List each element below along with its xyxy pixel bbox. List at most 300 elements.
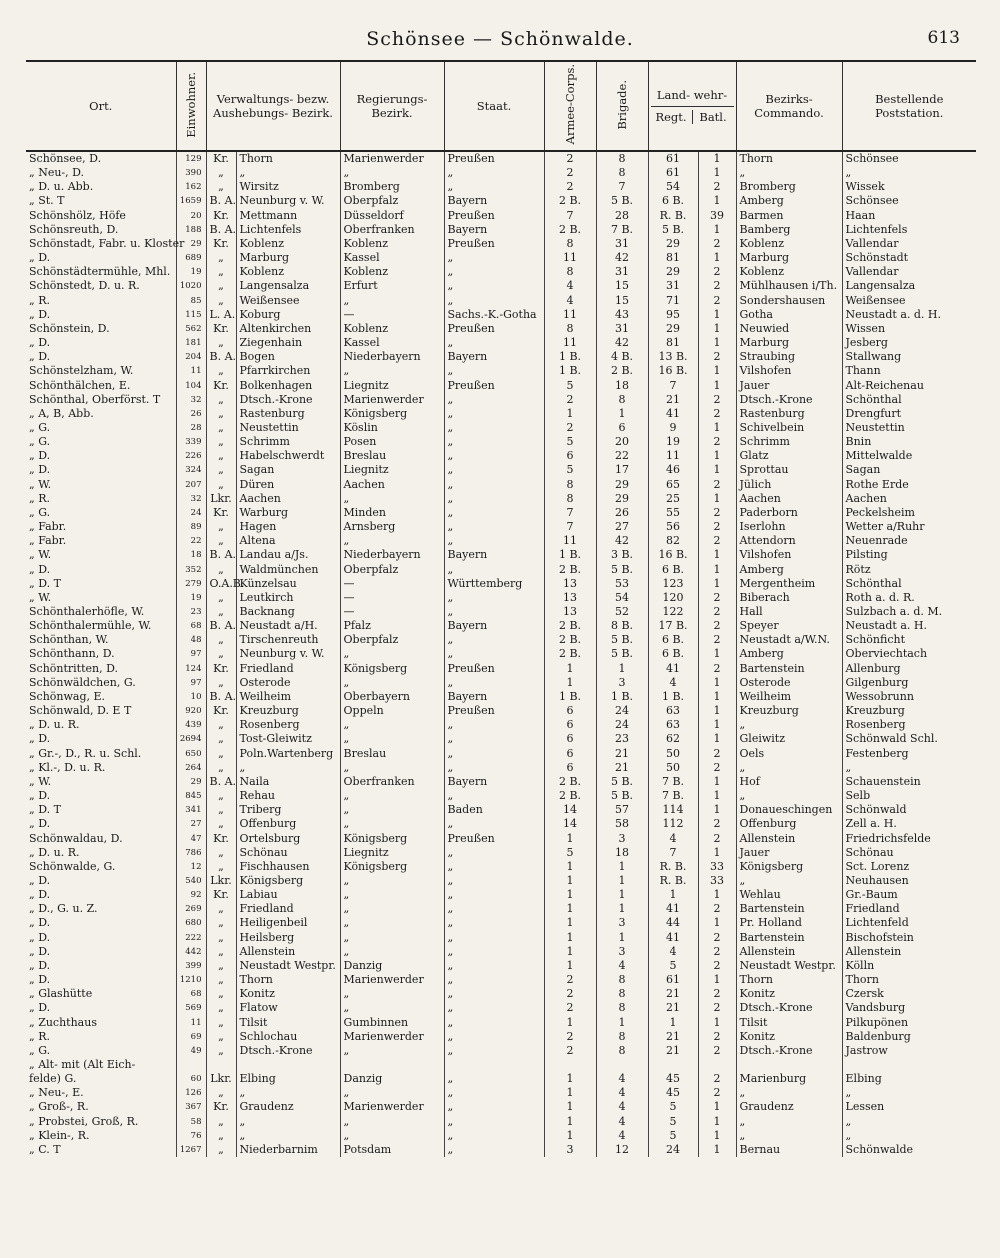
cell-bezirks: Bartenstein: [736, 662, 842, 676]
cell-staat: „: [444, 789, 544, 803]
cell-regierung: Niederbayern: [340, 548, 444, 562]
cell-bezirks: Jülich: [736, 478, 842, 492]
cell-verwaltung: Neunburg v. W.: [236, 194, 340, 208]
cell-amt: „: [206, 265, 236, 279]
cell-regierung: „: [340, 1086, 444, 1100]
cell-armee: 1: [544, 888, 596, 902]
cell-verwaltung: Tirschenreuth: [236, 633, 340, 647]
cell-ort: Schönstein, D.: [29, 321, 110, 335]
cell-armee: 1: [544, 1072, 596, 1086]
cell-staat: „: [444, 364, 544, 378]
cell-bezirks: „: [736, 874, 842, 888]
cell-bezirks: Neustadt Westpr.: [736, 959, 842, 973]
table-row: [26, 619, 976, 633]
cell-verwaltung: Flatow: [236, 1001, 340, 1015]
cell-amt: Kr.: [206, 888, 236, 902]
cell-ort: Schönwag, E.: [29, 689, 106, 703]
cell-einwohner: 104: [176, 379, 206, 393]
cell-regierung: Königsberg: [340, 662, 444, 676]
cell-bezirks: Pr. Holland: [736, 916, 842, 930]
cell-einwohner: 1210: [176, 973, 206, 987]
cell-regierung: Potsdam: [340, 1143, 444, 1157]
table-row: [26, 548, 976, 562]
cell-post: Schönthal: [842, 577, 976, 591]
cell-post: Aachen: [842, 492, 976, 506]
cell-einwohner: 85: [176, 294, 206, 308]
cell-einwohner: 11: [176, 364, 206, 378]
cell-ort: „ R.: [29, 293, 50, 307]
cell-bezirks: Attendorn: [736, 534, 842, 548]
table-row: [26, 605, 976, 619]
cell-brigade: 3: [596, 676, 648, 690]
cell-bezirks: Neuwied: [736, 322, 842, 336]
cell-regierung: Kassel: [340, 251, 444, 265]
cell-ort: Schönthalerhöfle, W.: [29, 605, 145, 618]
cell-einwohner: 680: [176, 916, 206, 930]
table-row: [26, 463, 976, 477]
cell-regt: 5: [648, 1129, 698, 1143]
cell-armee: 11: [544, 251, 596, 265]
cell-batl: 2: [698, 350, 736, 364]
cell-armee: 1: [544, 945, 596, 959]
cell-einwohner: 1020: [176, 279, 206, 293]
cell-post: Vallendar: [842, 265, 976, 279]
cell-armee: 1 B.: [544, 548, 596, 562]
cell-armee: 2 B.: [544, 633, 596, 647]
cell-ort: Schönsreuth, D.: [29, 222, 119, 236]
cell-ort: „ A, B, Abb.: [29, 406, 94, 420]
cell-brigade: 3: [596, 832, 648, 846]
cell-verwaltung: Weilheim: [236, 690, 340, 704]
cell-staat: „: [444, 747, 544, 761]
cell-armee: 6: [544, 704, 596, 718]
cell-staat: „: [444, 860, 544, 874]
cell-batl: 2: [698, 633, 736, 647]
cell-regt: 29: [648, 265, 698, 279]
cell-staat: Bayern: [444, 350, 544, 364]
cell-einwohner: 23: [176, 605, 206, 619]
cell-amt: „: [206, 902, 236, 916]
cell-brigade: 28: [596, 209, 648, 223]
cell-ort: „ D. u. R.: [29, 845, 80, 859]
cell-verwaltung: Wirsitz: [236, 180, 340, 194]
cell-regt: 41: [648, 931, 698, 945]
cell-ort: „ R.: [29, 1029, 50, 1043]
cell-verwaltung: Hagen: [236, 520, 340, 534]
table-row: [26, 265, 976, 279]
cell-regierung: „: [340, 676, 444, 690]
table-row: [26, 775, 976, 789]
cell-amt: B. A.: [206, 548, 236, 562]
table-row: [26, 874, 976, 888]
cell-ort: „ D. T: [29, 576, 61, 590]
cell-brigade: 21: [596, 761, 648, 775]
cell-brigade: 18: [596, 379, 648, 393]
cell-batl: 1: [698, 647, 736, 661]
cell-regt: 44: [648, 916, 698, 930]
cell-armee: 2: [544, 1030, 596, 1044]
table-row: [26, 421, 976, 435]
cell-amt: „: [206, 180, 236, 194]
cell-brigade: 4: [596, 1072, 648, 1086]
cell-armee: 2 B.: [544, 647, 596, 661]
cell-post: Rosenberg: [842, 718, 976, 732]
cell-bezirks: Barmen: [736, 209, 842, 223]
table-row: [26, 407, 976, 421]
cell-batl: 1: [698, 846, 736, 860]
cell-einwohner: 29: [176, 237, 206, 251]
cell-bezirks: [736, 1058, 842, 1072]
cell-regierung: „: [340, 718, 444, 732]
cell-staat: „: [444, 888, 544, 902]
cell-ort: Schönthal, Oberförst. T: [29, 392, 161, 406]
cell-verwaltung: Thorn: [236, 973, 340, 987]
cell-regierung: „: [340, 294, 444, 308]
cell-regierung: Oberfranken: [340, 775, 444, 789]
cell-ort: Schönsee, D.: [29, 152, 102, 165]
cell-post: Festenberg: [842, 747, 976, 761]
cell-einwohner: 786: [176, 846, 206, 860]
cell-brigade: 29: [596, 478, 648, 492]
cell-brigade: 31: [596, 265, 648, 279]
cell-einwohner: 27: [176, 817, 206, 831]
col-verwaltung: Verwaltungs- bezw. Aushebungs- Bezirk.: [206, 62, 340, 151]
cell-staat: Preußen: [444, 209, 544, 223]
cell-batl: 1: [698, 548, 736, 562]
cell-amt: Kr.: [206, 209, 236, 223]
cell-regt: R. B.: [648, 874, 698, 888]
cell-armee: 2 B.: [544, 563, 596, 577]
cell-batl: 2: [698, 1072, 736, 1086]
cell-post: Vandsburg: [842, 1001, 976, 1015]
cell-brigade: 4 B.: [596, 350, 648, 364]
cell-batl: 2: [698, 817, 736, 831]
cell-brigade: 23: [596, 732, 648, 746]
cell-bezirks: Dtsch.-Krone: [736, 1001, 842, 1015]
cell-batl: 1: [698, 449, 736, 463]
cell-staat: „: [444, 1115, 544, 1129]
col-armee: Armee-Corps.: [563, 64, 578, 145]
table-row: [26, 563, 976, 577]
table-row: [26, 223, 976, 237]
cell-staat: „: [444, 393, 544, 407]
cell-bezirks: „: [736, 761, 842, 775]
cell-batl: 2: [698, 294, 736, 308]
col-batl: Batl.: [692, 110, 734, 124]
cell-regierung: Oppeln: [340, 704, 444, 718]
cell-verwaltung: „: [236, 761, 340, 775]
cell-amt: Lkr.: [206, 874, 236, 888]
cell-brigade: 24: [596, 718, 648, 732]
cell-bezirks: „: [736, 166, 842, 180]
cell-regt: 16 B.: [648, 364, 698, 378]
cell-einwohner: 68: [176, 987, 206, 1001]
cell-staat: „: [444, 1129, 544, 1143]
cell-regierung: Marienwerder: [340, 393, 444, 407]
cell-regierung: „: [340, 166, 444, 180]
cell-armee: 1: [544, 874, 596, 888]
cell-regierung: „: [340, 916, 444, 930]
cell-regierung: „: [340, 931, 444, 945]
cell-einwohner: 540: [176, 874, 206, 888]
cell-armee: 11: [544, 336, 596, 350]
cell-armee: 2: [544, 180, 596, 194]
cell-verwaltung: Heilsberg: [236, 931, 340, 945]
table-row: [26, 520, 976, 534]
cell-batl: 2: [698, 393, 736, 407]
cell-batl: 1: [698, 223, 736, 237]
cell-regt: R. B.: [648, 860, 698, 874]
cell-post: Zell a. H.: [842, 817, 976, 831]
cell-regierung: „: [340, 1115, 444, 1129]
cell-regierung: Liegnitz: [340, 846, 444, 860]
cell-regt: 61: [648, 166, 698, 180]
cell-armee: 6: [544, 732, 596, 746]
cell-batl: 2: [698, 237, 736, 251]
cell-regt: 5: [648, 1115, 698, 1129]
cell-regierung: Königsberg: [340, 407, 444, 421]
cell-regt: 21: [648, 1030, 698, 1044]
cell-regt: 120: [648, 591, 698, 605]
cell-regierung: „: [340, 803, 444, 817]
cell-post: Bnin: [842, 435, 976, 449]
table-row: [26, 251, 976, 265]
cell-bezirks: „: [736, 789, 842, 803]
cell-verwaltung: Königsberg: [236, 874, 340, 888]
cell-brigade: 42: [596, 534, 648, 548]
col-ort: Ort.: [26, 62, 176, 151]
cell-amt: Kr.: [206, 506, 236, 520]
cell-regierung: Posen: [340, 435, 444, 449]
cell-verwaltung: Schrimm: [236, 435, 340, 449]
cell-regt: 45: [648, 1086, 698, 1100]
cell-batl: 2: [698, 832, 736, 846]
cell-bezirks: Biberach: [736, 591, 842, 605]
cell-regierung: „: [340, 647, 444, 661]
table-row: [26, 846, 976, 860]
cell-ort: Schönthann, D.: [29, 647, 115, 661]
cell-verwaltung: Friedland: [236, 902, 340, 916]
table-row: [26, 180, 976, 194]
cell-brigade: 17: [596, 463, 648, 477]
cell-batl: 2: [698, 1044, 736, 1058]
cell-verwaltung: Fischhausen: [236, 860, 340, 874]
cell-armee: 2 B.: [544, 775, 596, 789]
cell-ort: Schönstelzham, W.: [29, 364, 134, 378]
table-row: [26, 1143, 976, 1157]
cell-batl: 2: [698, 931, 736, 945]
cell-ort: „ D. u. R.: [29, 718, 80, 732]
cell-bezirks: Osterode: [736, 676, 842, 690]
cell-bezirks: Offenburg: [736, 817, 842, 831]
cell-post: Roth a. d. R.: [842, 591, 976, 605]
cell-verwaltung: Rosenberg: [236, 718, 340, 732]
cell-verwaltung: Triberg: [236, 803, 340, 817]
cell-ort: „ Gr.-, D., R. u. Schl.: [29, 746, 142, 760]
cell-regt: 21: [648, 393, 698, 407]
cell-batl: 2: [698, 478, 736, 492]
cell-verwaltung: Schlochau: [236, 1030, 340, 1044]
cell-ort: Schönshölz, Höfe: [29, 208, 126, 222]
cell-amt: Kr.: [206, 322, 236, 336]
cell-batl: 2: [698, 747, 736, 761]
cell-brigade: 7: [596, 180, 648, 194]
table-body: [26, 151, 976, 1157]
cell-amt: „: [206, 294, 236, 308]
cell-regt: 6 B.: [648, 194, 698, 208]
cell-bezirks: Marienburg: [736, 1072, 842, 1086]
cell-amt: „: [206, 1143, 236, 1157]
cell-brigade: 22: [596, 449, 648, 463]
cell-amt: „: [206, 364, 236, 378]
cell-amt: „: [206, 647, 236, 661]
cell-bezirks: Amberg: [736, 563, 842, 577]
page-title: Schönsee — Schönwalde.: [366, 28, 634, 50]
cell-einwohner: 10: [176, 690, 206, 704]
cell-einwohner: 92: [176, 888, 206, 902]
cell-brigade: 8: [596, 1001, 648, 1015]
cell-armee: 4: [544, 294, 596, 308]
cell-batl: 2: [698, 605, 736, 619]
table-row: [26, 789, 976, 803]
cell-verwaltung: Bogen: [236, 350, 340, 364]
cell-ort: „ D.: [29, 789, 51, 803]
cell-verwaltung: Rehau: [236, 789, 340, 803]
cell-armee: 1: [544, 832, 596, 846]
cell-staat: „: [444, 492, 544, 506]
cell-batl: 1: [698, 577, 736, 591]
cell-einwohner: 264: [176, 761, 206, 775]
cell-verwaltung: Waldmünchen: [236, 563, 340, 577]
cell-verwaltung: Warburg: [236, 506, 340, 520]
cell-armee: 4: [544, 279, 596, 293]
cell-bezirks: Bartenstein: [736, 902, 842, 916]
cell-armee: 2 B.: [544, 194, 596, 208]
cell-verwaltung: Dtsch.-Krone: [236, 393, 340, 407]
cell-staat: „: [444, 478, 544, 492]
cell-bezirks: Dtsch.-Krone: [736, 1044, 842, 1058]
cell-regierung: Kassel: [340, 336, 444, 350]
cell-post: Lichtenfels: [842, 223, 976, 237]
cell-regt: 25: [648, 492, 698, 506]
cell-einwohner: 689: [176, 251, 206, 265]
cell-staat: [444, 1058, 544, 1072]
cell-post: Schönau: [842, 846, 976, 860]
cell-staat: „: [444, 534, 544, 548]
cell-regt: 1: [648, 888, 698, 902]
cell-armee: 2 B.: [544, 789, 596, 803]
cell-einwohner: 222: [176, 931, 206, 945]
cell-post: Gilgenburg: [842, 676, 976, 690]
cell-batl: 1: [698, 308, 736, 322]
cell-regt: 55: [648, 506, 698, 520]
cell-armee: 2: [544, 393, 596, 407]
table-row: [26, 1001, 976, 1015]
col-regt: Regt.: [655, 110, 687, 124]
cell-verwaltung: Lichtenfels: [236, 223, 340, 237]
cell-armee: 6: [544, 761, 596, 775]
cell-amt: „: [206, 407, 236, 421]
cell-amt: „: [206, 605, 236, 619]
cell-armee: 1: [544, 902, 596, 916]
cell-staat: „: [444, 279, 544, 293]
cell-einwohner: 47: [176, 832, 206, 846]
cell-verwaltung: Labiau: [236, 888, 340, 902]
cell-post: Sct. Lorenz: [842, 860, 976, 874]
cell-bezirks: Koblenz: [736, 237, 842, 251]
cell-ort: „ Neu-, E.: [29, 1086, 84, 1100]
cell-bezirks: Tilsit: [736, 1016, 842, 1030]
cell-amt: „: [206, 435, 236, 449]
table-row: [26, 888, 976, 902]
cell-regt: 6 B.: [648, 563, 698, 577]
cell-einwohner: 204: [176, 350, 206, 364]
cell-batl: 1: [698, 916, 736, 930]
cell-verwaltung: Koblenz: [236, 237, 340, 251]
cell-regierung: „: [340, 945, 444, 959]
cell-einwohner: 845: [176, 789, 206, 803]
cell-batl: 1: [698, 336, 736, 350]
cell-brigade: 8: [596, 1044, 648, 1058]
col-brigade: Brigade.: [615, 79, 630, 130]
cell-brigade: 15: [596, 279, 648, 293]
cell-staat: Preußen: [444, 322, 544, 336]
cell-bezirks: Oels: [736, 747, 842, 761]
cell-post: Allenstein: [842, 945, 976, 959]
cell-einwohner: 97: [176, 676, 206, 690]
cell-armee: 11: [544, 308, 596, 322]
cell-verwaltung: Osterode: [236, 676, 340, 690]
cell-regierung: „: [340, 1129, 444, 1143]
cell-ort: „ Kl.-, D. u. R.: [29, 760, 106, 774]
cell-bezirks: Sondershausen: [736, 294, 842, 308]
cell-ort: „ D.: [29, 930, 51, 944]
cell-amt: „: [206, 1129, 236, 1143]
table-row: [26, 747, 976, 761]
cell-einwohner: 48: [176, 633, 206, 647]
cell-batl: 1: [698, 322, 736, 336]
cell-bezirks: Bamberg: [736, 223, 842, 237]
cell-verwaltung: Naila: [236, 775, 340, 789]
cell-staat: „: [444, 407, 544, 421]
cell-armee: 1 B.: [544, 690, 596, 704]
cell-amt: Kr.: [206, 832, 236, 846]
cell-brigade: 42: [596, 251, 648, 265]
cell-armee: 7: [544, 506, 596, 520]
cell-post: „: [842, 1129, 976, 1143]
table-row: [26, 166, 976, 180]
cell-bezirks: „: [736, 1086, 842, 1100]
cell-batl: 2: [698, 1086, 736, 1100]
table-row: [26, 1072, 976, 1086]
cell-staat: „: [444, 449, 544, 463]
cell-amt: „: [206, 251, 236, 265]
cell-ort: „ D.: [29, 973, 51, 987]
cell-batl: 1: [698, 364, 736, 378]
cell-amt: „: [206, 463, 236, 477]
cell-regierung: Pfalz: [340, 619, 444, 633]
cell-armee: 2 B.: [544, 619, 596, 633]
cell-regierung: „: [340, 789, 444, 803]
cell-brigade: 4: [596, 959, 648, 973]
cell-batl: 1: [698, 251, 736, 265]
cell-regierung: „: [340, 902, 444, 916]
cell-regt: 61: [648, 973, 698, 987]
cell-post: Schönthal: [842, 393, 976, 407]
cell-post: Lessen: [842, 1100, 976, 1114]
cell-amt: „: [206, 279, 236, 293]
table-row: [26, 973, 976, 987]
